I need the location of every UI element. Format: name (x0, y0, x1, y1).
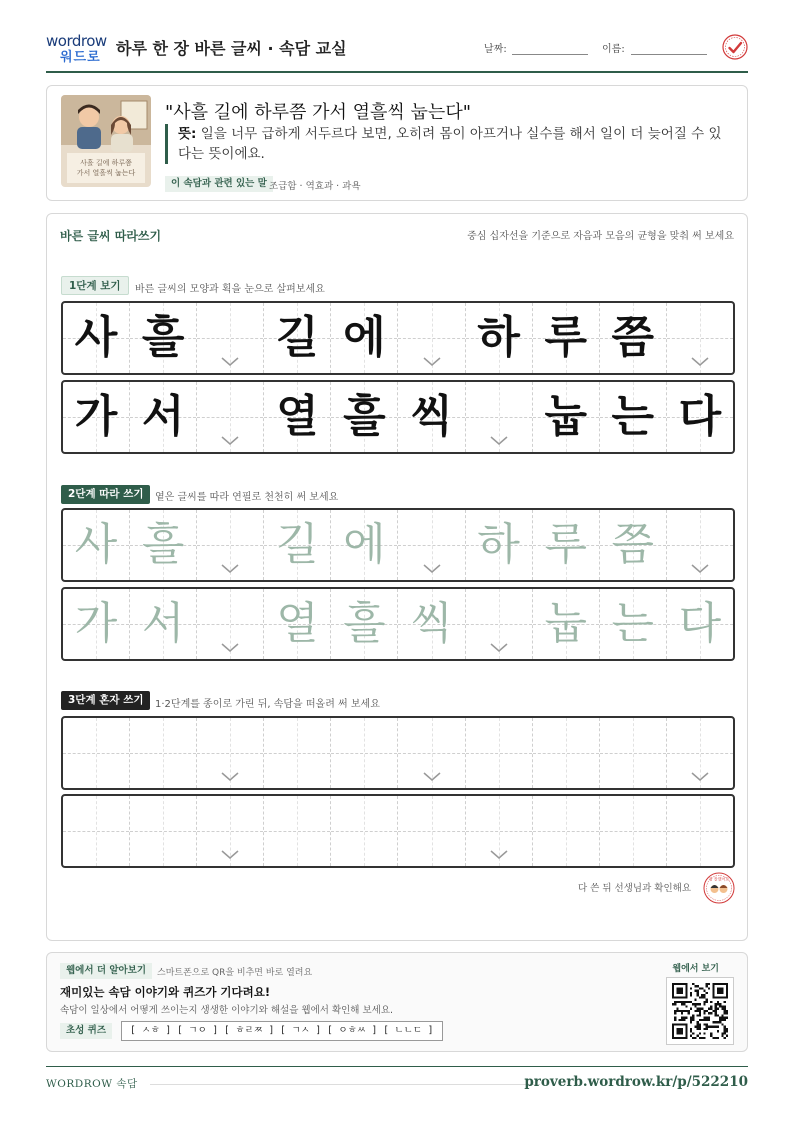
practice-character: 가 (74, 391, 118, 442)
practice-guide: 중심 십자선을 기준으로 자음과 모음의 균형을 맞춰 써 보세요 (467, 231, 734, 242)
logo-text-top: wordrow (46, 32, 107, 50)
space-marker-icon (490, 436, 508, 446)
char-cell[interactable] (533, 589, 600, 659)
web-headline: 재미있는 속담 이야기와 퀴즈가 기다려요! (60, 985, 271, 999)
char-cell (63, 303, 130, 373)
practice-character: 하 (477, 519, 520, 570)
practice-character: 흘 (141, 519, 185, 570)
char-cell[interactable] (533, 796, 600, 866)
practice-character: 사 (74, 312, 118, 363)
page-footer (46, 1066, 748, 1090)
footer-url[interactable]: proverb.wordrow.kr/p/522210 (524, 1074, 748, 1090)
stamp-text: 참 잘했어요 (708, 876, 730, 882)
practice-character: 눕 (544, 598, 587, 649)
practice-character: 루 (544, 312, 587, 363)
char-cell (264, 382, 331, 452)
char-cell[interactable] (331, 796, 398, 866)
name-field[interactable] (631, 54, 707, 55)
proverb-illustration (61, 95, 151, 187)
char-cell[interactable] (264, 796, 331, 866)
space-cell (398, 303, 465, 373)
char-cell[interactable] (264, 510, 331, 580)
char-cell[interactable] (331, 589, 398, 659)
practice-title: 바른 글씨 따라쓰기 (60, 229, 162, 243)
char-cell[interactable] (130, 718, 197, 788)
handwriting-practice (46, 213, 748, 941)
web-badge: 웹에서 더 알아보기 (60, 963, 152, 979)
step1-desc: 바른 글씨의 모양과 획을 눈으로 살펴보세요 (135, 284, 325, 295)
step2-badge: 2단계 따라 쓰기 (61, 485, 150, 504)
initial-consonant-quiz: [ ㅅㅎ ] [ ㄱㅇ ] [ ㅎㄹㅉ ] [ ㄱㅅ ] [ ㅇㅎㅆ ] [ ㄴㄴㄷ ] (121, 1021, 443, 1041)
char-cell (63, 382, 130, 452)
char-cell (600, 303, 667, 373)
practice-character: 쯤 (611, 312, 655, 363)
char-cell (331, 382, 398, 452)
space-cell[interactable] (197, 796, 264, 866)
proverb-meaning (165, 124, 725, 164)
space-marker-icon (221, 850, 239, 860)
space-marker-icon (490, 643, 508, 653)
web-promo (46, 952, 748, 1052)
space-marker-icon (423, 772, 441, 782)
char-cell[interactable] (130, 510, 197, 580)
date-label: 날짜: (484, 44, 507, 55)
footer-divider (150, 1084, 540, 1085)
space-marker-icon (490, 850, 508, 860)
char-cell (331, 303, 398, 373)
practice-character: 씩 (410, 391, 453, 442)
practice-character: 에 (343, 312, 386, 363)
name-label: 이름: (602, 44, 625, 55)
proverb-card (46, 85, 748, 201)
space-cell[interactable] (197, 718, 264, 788)
char-cell (130, 303, 197, 373)
char-cell[interactable] (398, 796, 465, 866)
step2-row-1[interactable] (61, 508, 735, 582)
step2-desc: 옅은 글씨를 따라 연필로 천천히 써 보세요 (155, 492, 339, 503)
char-cell[interactable] (533, 718, 600, 788)
char-cell (264, 303, 331, 373)
char-cell[interactable] (466, 510, 533, 580)
char-cell (466, 303, 533, 373)
qr-code[interactable] (666, 977, 734, 1045)
practice-character: 루 (544, 519, 587, 570)
space-marker-icon (221, 772, 239, 782)
char-cell[interactable] (600, 589, 667, 659)
char-cell[interactable] (264, 718, 331, 788)
meaning-label: 뜻: (178, 126, 197, 142)
step2-row-2[interactable] (61, 587, 735, 661)
practice-character: 길 (276, 519, 319, 570)
char-cell[interactable] (600, 796, 667, 866)
space-marker-icon (423, 564, 441, 574)
char-cell (130, 382, 197, 452)
teacher-check-text: 다 쓴 뒤 선생님과 확인해요 (577, 883, 691, 894)
char-cell[interactable] (533, 510, 600, 580)
step1-row-1 (61, 301, 735, 375)
char-cell[interactable] (331, 718, 398, 788)
space-cell[interactable] (466, 796, 533, 866)
practice-character: 가 (74, 598, 118, 649)
date-field[interactable] (512, 54, 588, 55)
worksheet-title: 하루 한 장 바른 글씨 · 속담 교실 (116, 39, 347, 58)
space-marker-icon (691, 564, 709, 574)
char-cell[interactable] (63, 796, 130, 866)
space-marker-icon (221, 643, 239, 653)
practice-character: 흘 (343, 598, 386, 649)
illustration-caption-2: 가서 열흘씩 눕는다 (76, 169, 136, 177)
char-cell[interactable] (331, 510, 398, 580)
step3-row-2[interactable] (61, 794, 735, 868)
qr-label: 웹에서 보기 (672, 964, 719, 974)
char-cell[interactable] (63, 510, 130, 580)
page-header (46, 30, 748, 73)
space-cell[interactable] (197, 589, 264, 659)
char-cell (398, 382, 465, 452)
space-marker-icon (221, 564, 239, 574)
web-subtext: 스마트폰으로 QR을 비추면 바로 열려요 (157, 968, 313, 978)
space-cell[interactable] (197, 510, 264, 580)
practice-character: 다 (678, 598, 722, 649)
step1-badge: 1단계 보기 (61, 276, 129, 295)
good-job-stamp-icon (703, 872, 735, 904)
space-cell[interactable] (398, 510, 465, 580)
related-words: 조급함 · 역효과 · 과욕 (269, 181, 361, 192)
char-cell[interactable] (667, 796, 733, 866)
space-cell[interactable] (466, 589, 533, 659)
space-cell[interactable] (398, 718, 465, 788)
char-cell[interactable] (63, 589, 130, 659)
char-cell[interactable] (667, 589, 733, 659)
space-marker-icon (691, 357, 709, 367)
char-cell (667, 382, 733, 452)
space-cell[interactable] (667, 510, 733, 580)
illustration-caption-1: 사흘 길에 하루쯤 (80, 159, 132, 167)
space-cell (197, 303, 264, 373)
step1-row-2 (61, 380, 735, 454)
char-cell (600, 382, 667, 452)
meaning-text: 일을 너무 급하게 서두르다 보면, 오히려 몸이 아프거나 실수를 해서 일이 더 늦어질 수 있다는 뜻이에요. (178, 126, 722, 162)
logo-text-bottom: 워드로 (60, 50, 101, 65)
practice-character: 하 (477, 312, 520, 363)
char-cell[interactable] (130, 796, 197, 866)
space-cell (466, 382, 533, 452)
char-cell[interactable] (264, 589, 331, 659)
char-cell[interactable] (130, 589, 197, 659)
practice-character: 흘 (141, 312, 185, 363)
space-marker-icon (423, 357, 441, 367)
practice-character: 서 (141, 598, 185, 649)
web-description: 속담이 일상에서 어떻게 쓰이는지 생생한 이야기와 해설을 웹에서 확인해 보세요. (60, 1005, 394, 1016)
practice-character: 쯤 (611, 519, 655, 570)
step3-desc: 1·2단계를 종이로 가린 뒤, 속담을 떠올려 써 보세요 (155, 699, 380, 710)
step3-row-1[interactable] (61, 716, 735, 790)
char-cell[interactable] (600, 510, 667, 580)
char-cell[interactable] (63, 718, 130, 788)
char-cell (533, 382, 600, 452)
check-stamp-icon (722, 34, 748, 60)
char-cell[interactable] (398, 589, 465, 659)
space-cell (667, 303, 733, 373)
qr-code-icon (672, 983, 728, 1039)
space-marker-icon (221, 357, 239, 367)
practice-character: 다 (678, 391, 722, 442)
practice-character: 에 (343, 519, 386, 570)
char-cell[interactable] (600, 718, 667, 788)
practice-character: 씩 (410, 598, 453, 649)
practice-character: 길 (276, 312, 319, 363)
space-marker-icon (221, 436, 239, 446)
footer-brand: WORDROW 속담 (46, 1078, 138, 1090)
char-cell (533, 303, 600, 373)
proverb-title: "사흘 길에 하루쯤 가서 열흘씩 눕는다" (165, 102, 471, 123)
practice-character: 서 (141, 391, 185, 442)
char-cell[interactable] (466, 718, 533, 788)
practice-character: 열 (276, 598, 319, 649)
practice-character: 열 (276, 391, 319, 442)
practice-character: 는 (611, 391, 655, 442)
space-cell[interactable] (667, 718, 733, 788)
step3-badge: 3단계 혼자 쓰기 (61, 691, 150, 710)
space-marker-icon (691, 772, 709, 782)
practice-character: 사 (74, 519, 118, 570)
quiz-badge: 초성 퀴즈 (60, 1023, 112, 1039)
practice-character: 눕 (544, 391, 587, 442)
wordrow-logo[interactable] (46, 32, 108, 65)
practice-character: 는 (611, 598, 655, 649)
practice-character: 흘 (343, 391, 386, 442)
related-words-badge: 이 속담과 관련 있는 말 (165, 176, 273, 192)
space-cell (197, 382, 264, 452)
